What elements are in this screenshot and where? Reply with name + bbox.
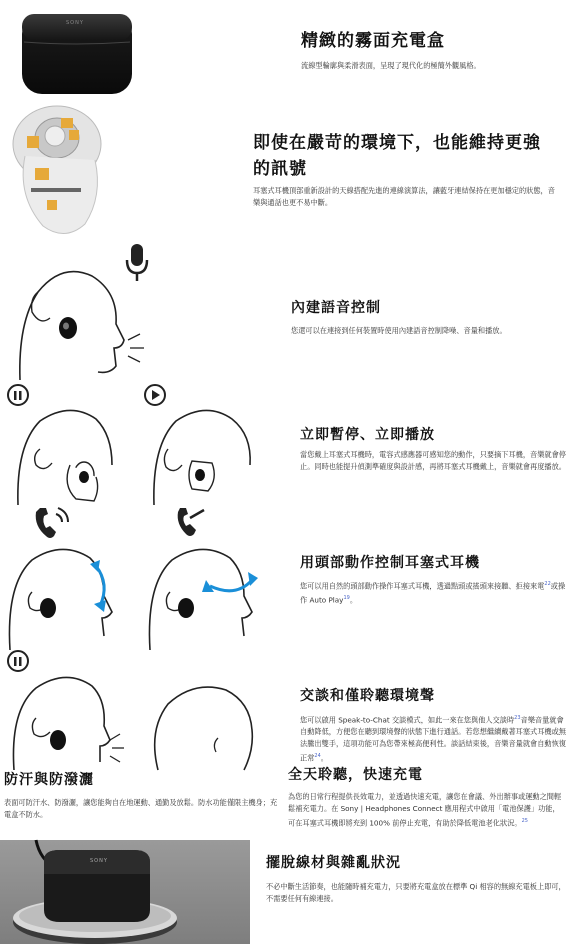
voice-title: 內建語音控制 xyxy=(291,300,381,316)
footnote-link[interactable]: 24 xyxy=(314,753,321,760)
signal-title: 即使在嚴苛的環境下，也能維持更強的訊號 xyxy=(253,133,541,179)
signal-desc: 耳塞式耳機頂部重新設計的天線搭配先進的連線演算法，讓藍牙連結保持在更加穩定的狀態，音樂與通話也更不易中斷。 xyxy=(253,186,555,207)
head-shake-illustration xyxy=(140,540,270,650)
earbud-antenna-image xyxy=(5,96,115,246)
speak-head-illustration xyxy=(0,670,130,770)
listener-head-illustration xyxy=(140,680,270,770)
battery-title: 全天聆聽，快速充電 xyxy=(288,767,423,783)
speak-title: 交談和僅聆聽環境聲 xyxy=(300,688,435,704)
play-insert-illustration xyxy=(148,405,278,505)
head-title: 用頭部動作控制耳塞式耳機 xyxy=(300,555,480,571)
case-brand-logo: SONY xyxy=(66,20,84,26)
play-icon xyxy=(144,384,166,406)
sweat-desc: 表面可防汗水、防潑灑，讓您能夠自在地運動、通勤及放鬆。防水功能僅限主機身；充電盒不防水。 xyxy=(4,798,278,819)
footnote-link[interactable]: 19 xyxy=(343,595,350,602)
speak-desc: 您可以啟用 Speak-to-Chat 交談模式，如此一來在您與他人交談時$^{23}$音樂音量就會自動降低，方便您在聽到環境聲的狀態下進行通話。若您想繼續戴著耳塞式耳機或無法騰出雙手，這項功能可為您帶來極高便利性。談話結束後，音樂音量就會自動恢復正常$^{24}$。 xyxy=(300,715,566,763)
charging-case-image xyxy=(18,8,136,100)
battery-desc: 為您的日常行程提供長效電力，並透過快速充電，讓您在會議、外出辦事或運動之間輕鬆補充電力。在 Sony | Headphones Connect 應用程式中啟用「電池保護」功能，可在耳塞式耳機即將充到 100% 前停止充電，有助於降低電池老化狀況。$^{25}$ xyxy=(288,792,562,828)
wireless-title: 擺脫線材與雜亂狀況 xyxy=(266,855,401,871)
phone-reject-icon xyxy=(174,508,206,544)
case-desc: 流線型輪廓與柔滑表面，呈現了現代化的極簡外觀風格。 xyxy=(301,61,481,70)
pause-icon xyxy=(7,650,29,672)
head-nod-illustration xyxy=(0,540,130,650)
voice-head-illustration xyxy=(0,262,150,380)
voice-desc: 您還可以在連接到任何裝置時使用內建語音控制降噪、音量和播放。 xyxy=(291,326,507,335)
case-title: 精緻的霧面充電盒 xyxy=(301,31,445,51)
case-brand-logo: SONY xyxy=(90,858,108,864)
footnote-link[interactable]: 22 xyxy=(544,581,551,587)
wireless-desc: 不必中斷生活節奏，也能隨時補充電力，只要將充電盒放在標準 Qi 相容的無線充電板上即可，不需要任何有線連接。 xyxy=(266,882,566,903)
pause-desc: 當您戴上耳塞式耳機時，電容式感應器可感知您的動作，只要摘下耳機，音樂就會停止。同時也能提升偵測準確度與設計感，再將耳塞式耳機戴上，音樂就會再度播放。 xyxy=(300,450,566,471)
footnote-link[interactable]: 25 xyxy=(521,818,528,824)
pause-icon xyxy=(7,384,29,406)
wireless-charging-image xyxy=(0,840,250,944)
sweat-title: 防汗與防潑灑 xyxy=(4,772,94,788)
pause-title: 立即暫停、立即播放 xyxy=(300,427,435,443)
head-desc: 您可以用自然的頭部動作操作耳塞式耳機，透過點頭或搖頭來接聽、拒接來電$^{22}$或操作 Auto Play$^{19}$。 xyxy=(300,581,566,605)
footnote-link[interactable]: 23 xyxy=(514,715,521,721)
pause-remove-illustration xyxy=(0,405,130,505)
